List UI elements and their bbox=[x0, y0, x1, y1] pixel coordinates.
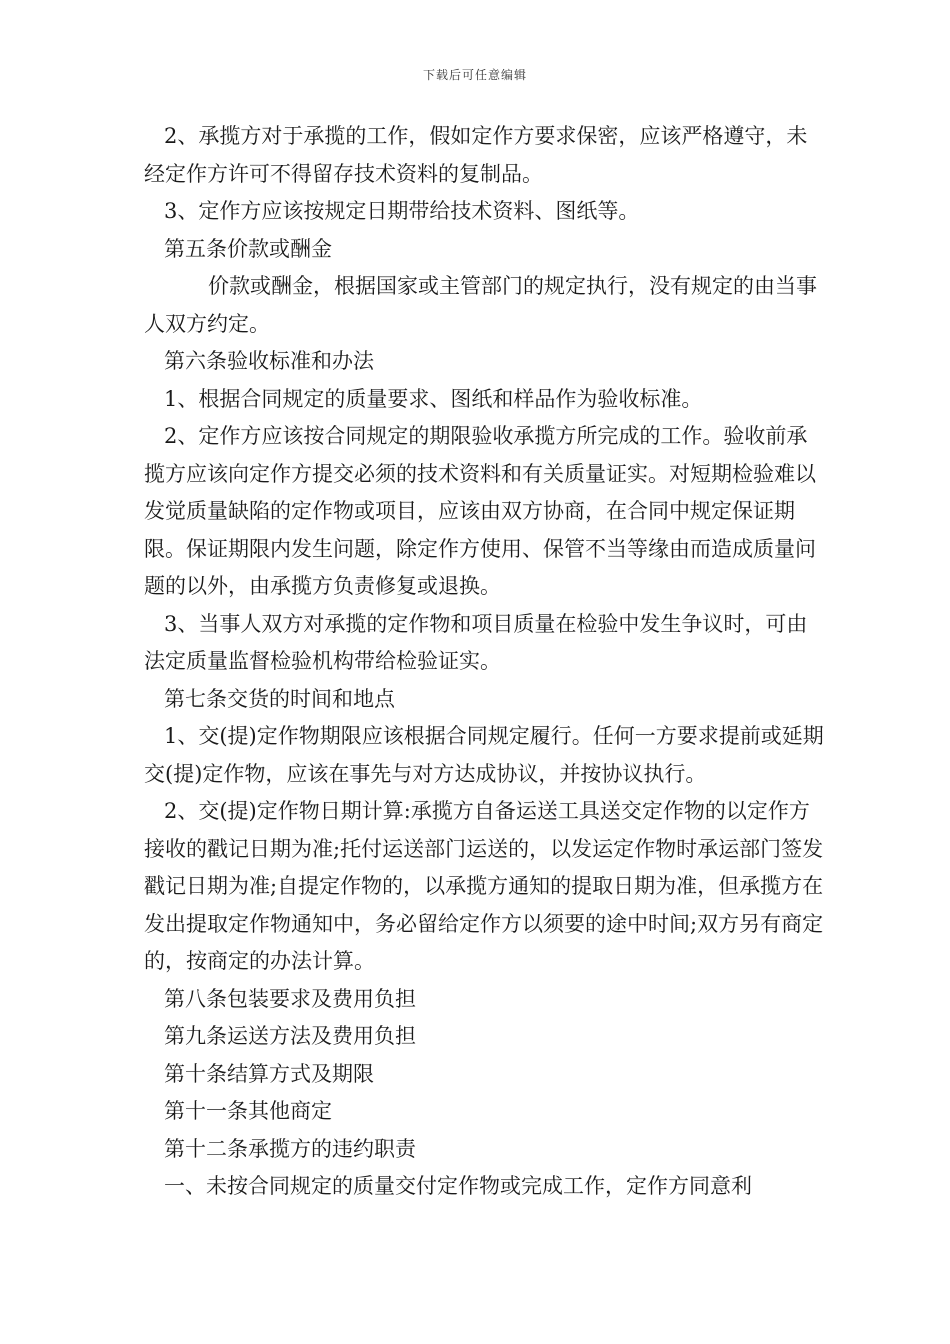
paragraph-confidentiality: 2、承揽方对于承揽的工作，假如定作方要求保密，应该严格遵守，未经定作方许可不得留存技术资料的复制品。 bbox=[144, 124, 808, 186]
heading-article-9: 第九条运送方法及费用负担 bbox=[164, 1024, 416, 1048]
paragraph-delivery-term: 1、交(提)定作物期限应该根据合同规定履行。任何一方要求提前或延期交(提)定作物，应该在事先与对方达成协议，并按协议执行。 bbox=[144, 724, 824, 786]
document-body bbox=[144, 118, 824, 1206]
heading-article-8: 第八条包装要求及费用负担 bbox=[164, 986, 416, 1011]
heading-article-11: 第十一条其他商定 bbox=[164, 1099, 332, 1123]
paragraph-technical-materials: 3、定作方应该按规定日期带给技术资料、图纸等。 bbox=[164, 199, 640, 223]
heading-article-10: 第十条结算方式及期限 bbox=[164, 1061, 374, 1086]
paragraph-quality-dispute: 3、当事人双方对承揽的定作物和项目质量在检验中发生争议时，可由法定质量监督检验机构带给检验证实。 bbox=[144, 611, 808, 673]
heading-article-6: 第六条验收标准和办法 bbox=[164, 349, 374, 373]
paragraph-breach-quality: 一、未按合同规定的质量交付定作物或完成工作，定作方同意利 bbox=[164, 1174, 752, 1198]
paragraph-acceptance-period: 2、定作方应该按合同规定的期限验收承揽方所完成的工作。验收前承揽方应该向定作方提交必须的技术资料和有关质量证实。对短期检验难以发觉质量缺陷的定作物或项目，应该由双方协商，在合同中规定保证期限。保证期限内发生问题，除定作方使用、保管不当等缘由而造成质量问题的以外，由承揽方负责修复或退换。 bbox=[144, 424, 816, 598]
heading-article-5: 第五条价款或酬金 bbox=[164, 236, 332, 261]
paragraph-delivery-date: 2、交(提)定作物日期计算:承揽方自备运送工具送交定作物的以定作方接收的戳记日期为准;托付运送部门运送的，以发运定作物时承运部门签发戳记日期为准;自提定作物的，以承揽方通知的提取日期为准，但承揽方在发出提取定作物通知中，务必留给定作方以须要的途中时间;双方另有商定的，按商定的办法计算。 bbox=[144, 799, 824, 973]
paragraph-acceptance-standard: 1、根据合同规定的质量要求、图纸和样品作为验收标准。 bbox=[164, 386, 703, 411]
heading-article-7: 第七条交货的时间和地点 bbox=[164, 686, 395, 711]
page-header-note: 下载后可任意编辑 bbox=[422, 68, 527, 82]
paragraph-price: 价款或酬金，根据国家或主管部门的规定执行，没有规定的由当事人双方约定。 bbox=[144, 274, 817, 336]
heading-article-12: 第十二条承揽方的违约职责 bbox=[164, 1136, 416, 1161]
